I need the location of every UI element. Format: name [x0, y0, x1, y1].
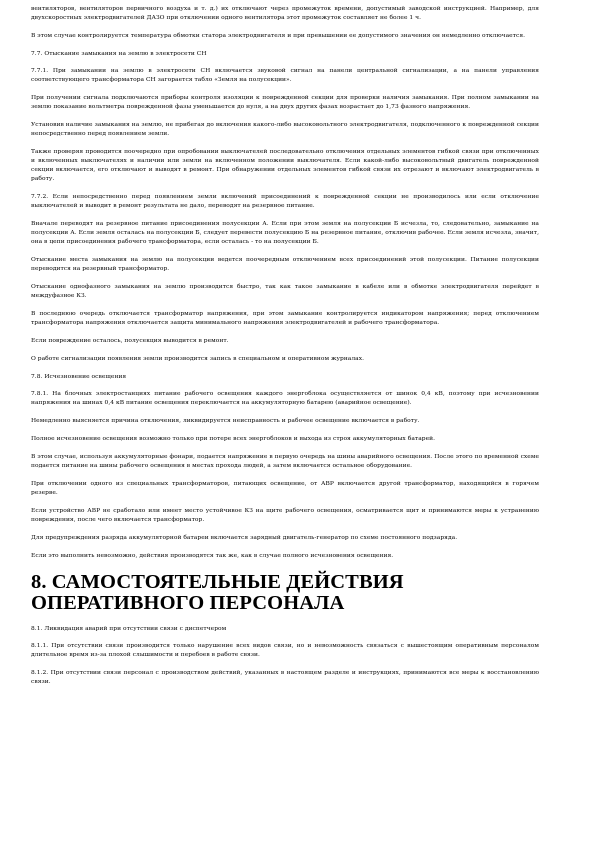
- paragraph: Если устройство АВР не сработало или имеет место устойчивое КЗ на щите рабочего освещения, осматривается щит и принимаются меры к устранению повреждения, после чего включается трансформатор.: [31, 508, 539, 523]
- paragraph: 8.1.2. При отсутствии связи персонал с производством действий, указанных в настоящем разделе и инструкциях, принимаются все меры к восстановлению связи.: [31, 670, 539, 685]
- paragraph: В этом случае контролируется температура обмотки статора электродвигателя и при превышении ее допустимого значения он немедленно отключается.: [31, 33, 526, 39]
- paragraph: В последнюю очередь отключается трансформатор напряжения, при этом замыкание контролируется индикатором напряжения; перед отключением трансформатора напряжения отключается защита минимального напряжения электродвигателей и рабочего трансформатора.: [31, 311, 539, 326]
- paragraph: В этом случае, используя аккумуляторные фонари, подается напряжение в первую очередь на шины аварийного освещения. После этого по временной схеме подается питание на шины рабочего освещения в местах прохода людей, а затем включается остальное оборудование.: [31, 454, 539, 469]
- paragraph: 7.7.2. Если непосредственно перед появлением земли включений присоединений к поврежденной секции не производилось или если отключение выключателей и выводит в ремонт результата не дало, переводят на резервное питание.: [31, 194, 539, 209]
- paragraph: При отключении одного из специальных трансформаторов, питающих освещение, от АВР включается другой трансформатор, находящийся в горячем резерве.: [31, 481, 539, 496]
- paragraph: вентиляторов, вентиляторов первичного воздуха и т. д.) их отключают через промежуток времени, допустимый заводской инструкцией. Например, для двухскоростных электродвигателей ДАЗО при отключении одного вентилятора этот промежуток составляет не более 1 ч.: [31, 6, 539, 21]
- section-heading-7-7: 7.7. Отыскание замыкания на землю в электросети СН: [31, 51, 207, 57]
- paragraph: Немедленно выясняется причина отключения, ликвидируется неисправность и рабочее освещение включается в работу.: [31, 418, 420, 424]
- paragraph: При получении сигнала подключаются приборы контроля изоляции к поврежденной секции для проверки наличия замыкания. При полном замыкании на землю показание вольтметра поврежденной фазы уменьшается до нуля, а на двух других фазах возрастает до 1,73 фазного напряжения.: [31, 95, 539, 110]
- paragraph: Если повреждение осталось, полусекция выводится в ремонт.: [31, 338, 229, 344]
- paragraph: Вначале переводят на резервное питание присоединения полусекции А. Если при этом земля на полусекции Б исчезла, то, следовательно, замыкание на полусекции А. Если земля осталась на полусекции Б, следует перевести полусекцию Б на резервное питание, отключив рабочее. Если земля исчезла, значит, она в цепи присоединения рабочего трансформатора, если осталась - то на полусекции Б.: [31, 221, 539, 245]
- paragraph: Установив наличие замыкания на землю, не прибегая до включения какого-либо высоковольтного электродвигателя, подключенного к поврежденной секции непосредственно перед появлением земли.: [31, 122, 539, 137]
- paragraph: О работе сигнализации появления земли производится запись в специальном и оперативном журналах.: [31, 356, 365, 362]
- paragraph: Для предупреждения разряда аккумуляторной батареи включается зарядный двигатель-генератор по схеме постоянного подзаряда.: [31, 535, 458, 541]
- paragraph: 7.8.1. На блочных электростанциях питание рабочего освещения каждого энергоблока осуществляется от шинок 0,4 кВ, поэтому при исчезновении напряжения на шинах 0,4 кВ питание освещения переключается на аккумуляторную батарею (аварийное освещение).: [31, 391, 539, 406]
- paragraph: Также проверяя проводится поочередно при опробовании выключателей последовательно отключения отдельных элементов гибкой связи при отключенных и включенных выключателях и наличии или земли на включенном положении выключателя. Если какой-либо высоковольтный двигатель поврежденной секции включается, его отключают и выводят в ремонт. При обнаружении отдельных элементов гибкой связи их отрезают и включают электродвигатель в работу.: [31, 149, 539, 182]
- paragraph: 7.7.1. При замыкании на землю в электросети СН включается звуковой сигнал на панели центральной сигнализации, а на панели управления соответствующего трансформатора СН загорается табло «Земля на полусекции».: [31, 68, 539, 83]
- paragraph: 8.1.1. При отсутствии связи производится только нарушение всех видов связи, но и невозможность связаться с вышестоящим оперативным персоналом длительное время из-за плохой слышимости и перебоев в работе связи.: [31, 643, 539, 658]
- section-heading-7-8: 7.8. Исчезновение освещения: [31, 374, 127, 380]
- chapter-heading: 8. САМОСТОЯТЕЛЬНЫЕ ДЕЙСТВИЯ ОПЕРАТИВНОГО ПЕРСОНАЛА: [31, 571, 404, 614]
- body-text-bottom: [31, 625, 539, 687]
- body-text-top: [31, 5, 539, 561]
- paragraph: Если это выполнить невозможно, действия производятся так же, как в случае полного исчезновения освещения.: [31, 553, 394, 559]
- paragraph: Отыскание однофазного замыкания на землю производится быстро, так как такое замыкание в кабеле или в обмотке электродвигателя перейдет в междуфазное КЗ.: [31, 284, 539, 299]
- paragraph: Полное исчезновение освещения возможно только при потере всех энергоблоков и выхода из строя аккумуляторных батарей.: [31, 436, 436, 442]
- section-heading-8-1: 8.1. Ликвидация аварий при отсутствии связи с диспетчером: [31, 626, 227, 632]
- paragraph: Отыскание места замыкания на землю на полусекции ведется поочередным отключением всех присоединений этой полусекции. Питание полусекции переводится на резервный трансформатор.: [31, 257, 539, 272]
